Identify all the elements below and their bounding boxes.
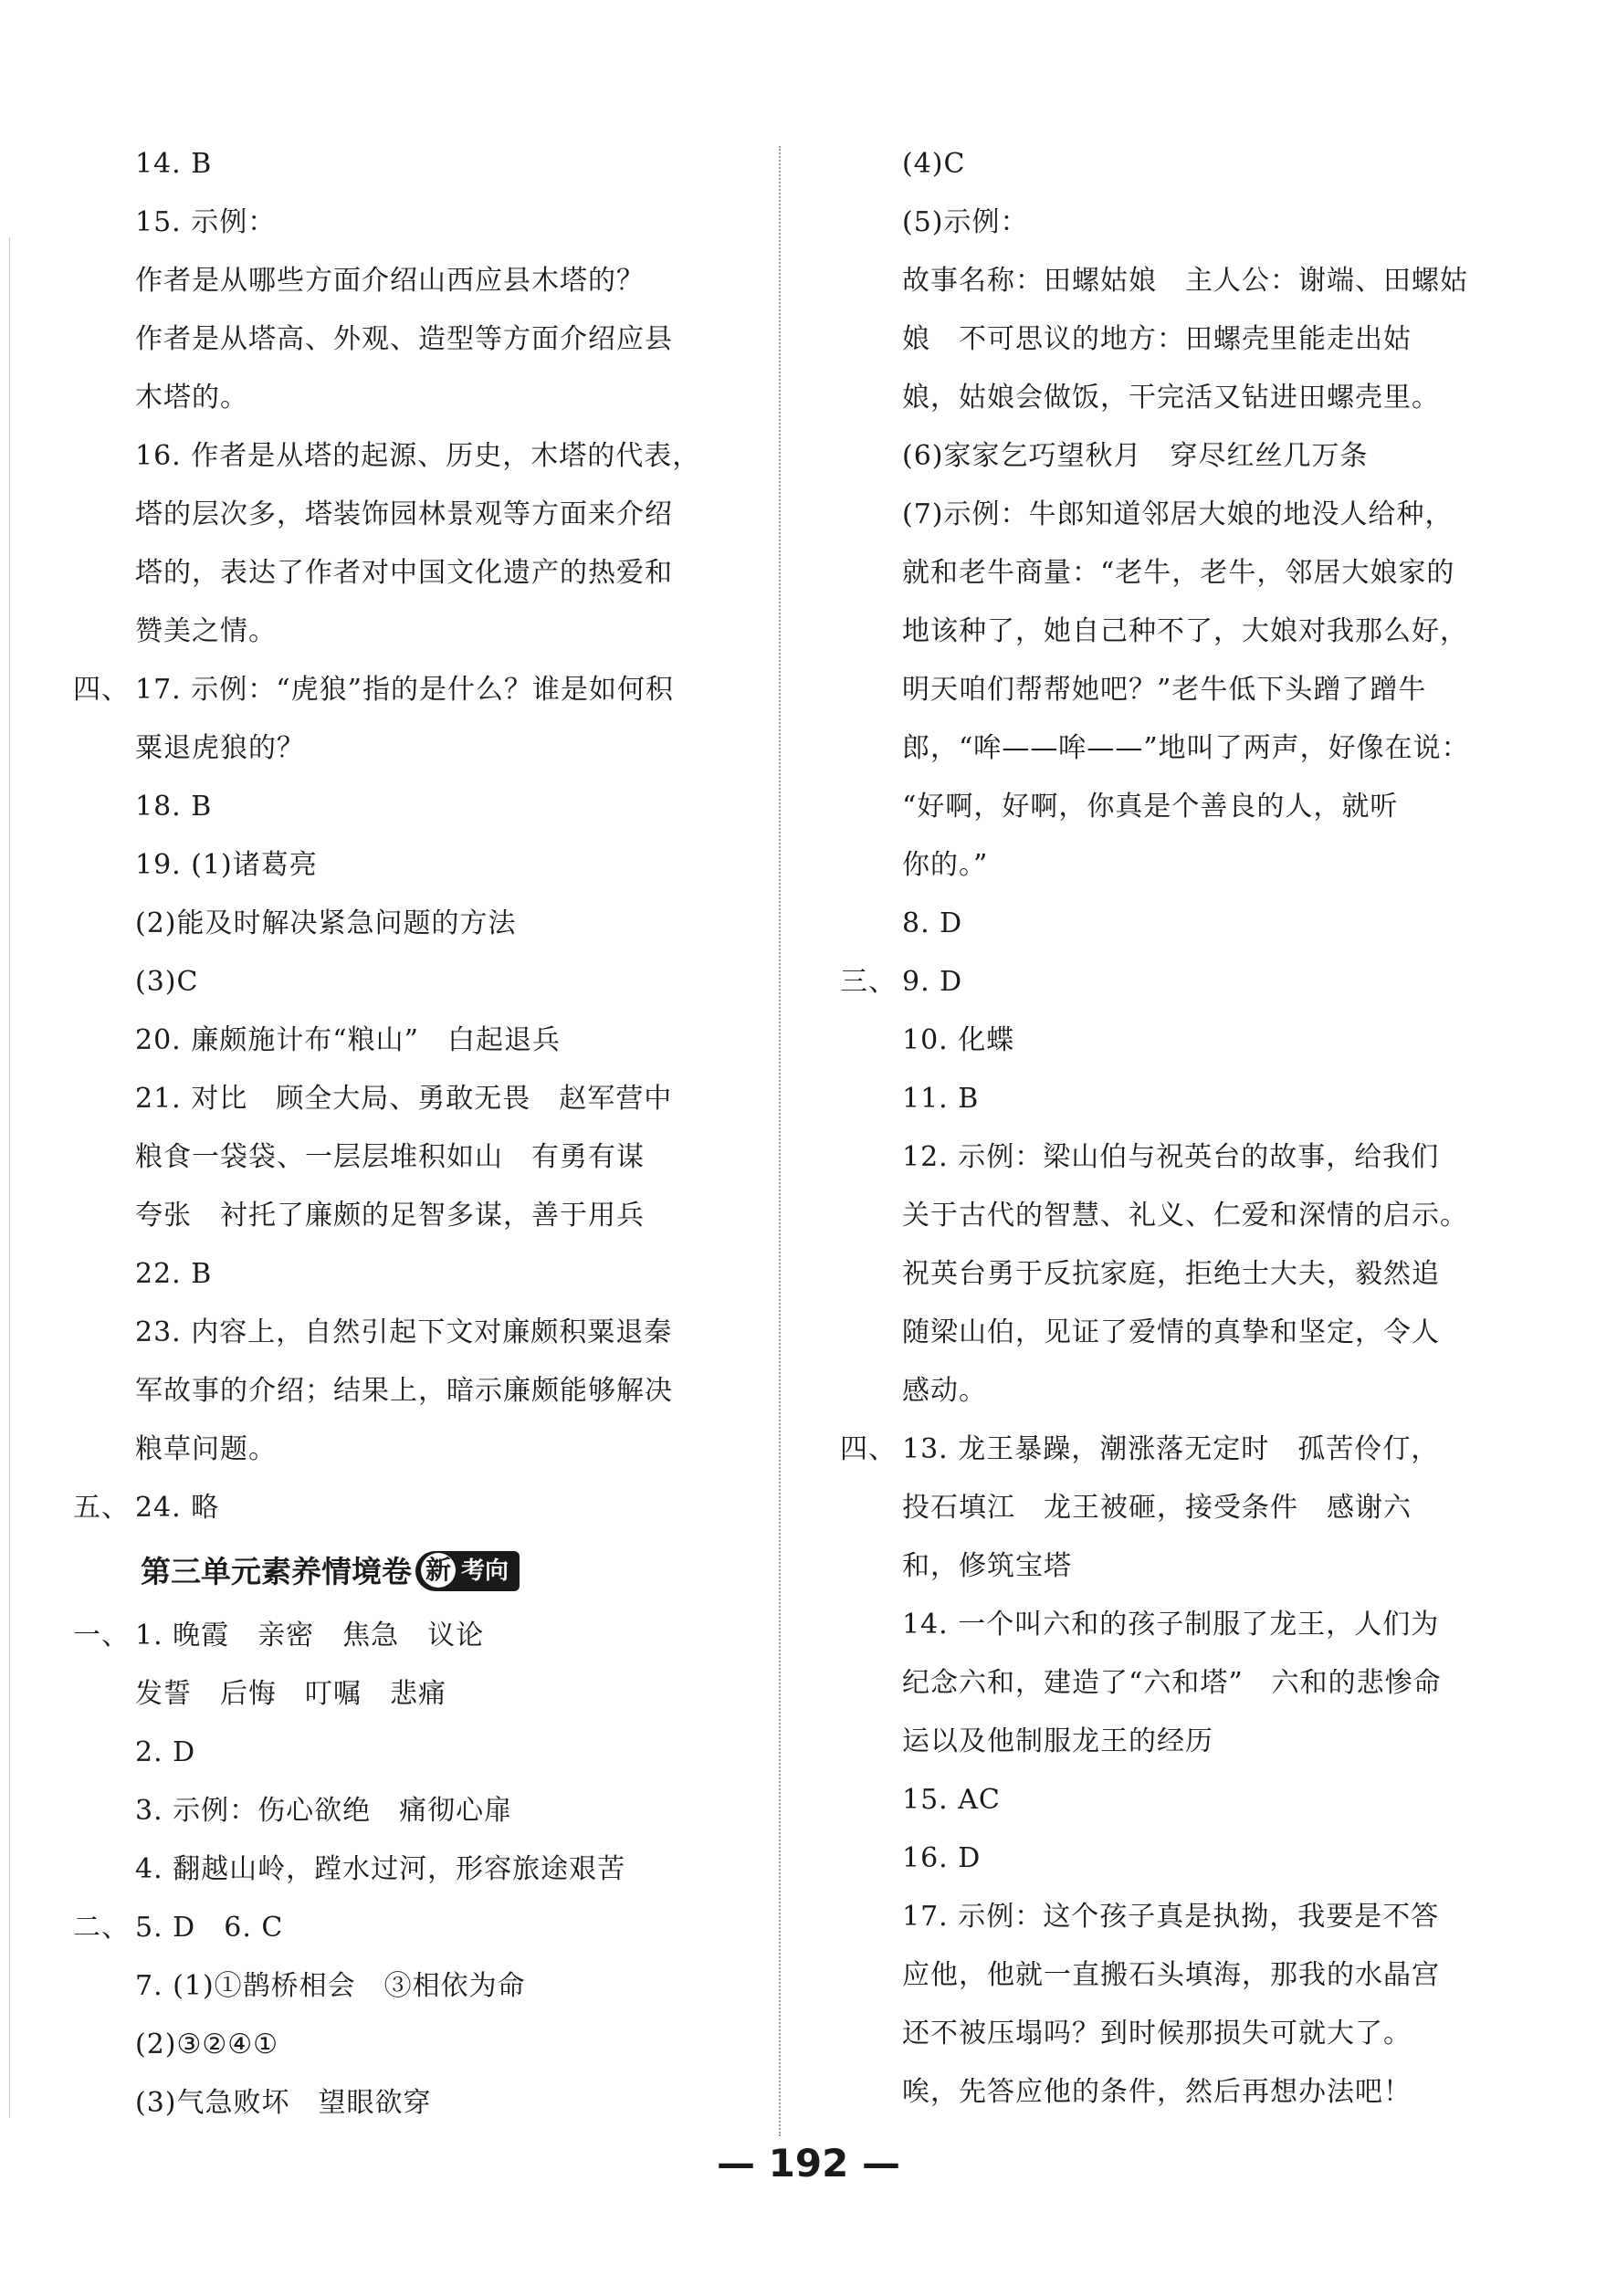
answer-7: 7. (1)①鹊桥相会 ③相依为命	[135, 1970, 526, 2002]
answer-17-right-line3: 还不被压塌吗？到时候那损失可就大了。	[902, 2018, 1412, 2050]
answer-17: 四、 17. 示例：“虎狼”指的是什么？谁是如何积	[73, 661, 730, 719]
answer-24: 五、 24. 略	[73, 1479, 730, 1537]
answer-14-right-line3: 运以及他制服龙王的经历	[902, 1725, 1213, 1757]
answer-10: 10. 化蝶	[902, 1024, 1015, 1056]
answer-12-line3: 祝英台勇于反抗家庭，拒绝士大夫，毅然追	[902, 1258, 1440, 1290]
answer-7-part5-line1: 故事名称：田螺姑娘 主人公：谢端、田螺姑	[902, 265, 1468, 297]
badge-text: 考向	[461, 1557, 509, 1585]
answer-17-line2: 粟退虎狼的？	[135, 732, 305, 764]
answer-7-part7-line6: “好啊，好啊，你真是个善良的人，就听	[902, 791, 1399, 823]
answer-19: 19. (1)诸葛亮	[135, 849, 318, 881]
left-column	[73, 135, 730, 2133]
answer-19-line2: (2)能及时解决紧急问题的方法	[135, 907, 517, 939]
answer-7-line3: (3)气急败坏 望眼欲穿	[135, 2087, 432, 2119]
section-mark-4: 四、	[73, 674, 130, 706]
answer-7-part6: (6)家家乞巧望秋月 穿尽红丝几万条	[902, 440, 1369, 472]
answer-22: 22. B	[135, 1258, 213, 1290]
answer-14-right-line2: 纪念六和，建造了“六和塔” 六和的悲惨命	[902, 1667, 1442, 1699]
page-number: — 192 —	[717, 2141, 900, 2186]
answer-7-part7-line2: 就和老牛商量：“老牛，老牛，邻居大娘家的	[902, 557, 1455, 589]
answer-15: 15. 示例：	[135, 206, 277, 238]
section-mark-3: 三、	[840, 966, 897, 998]
answer-7-part5: (5)示例：	[902, 206, 1029, 238]
answer-23: 23. 内容上，自然引起下文对廉颇积粟退秦	[135, 1316, 673, 1348]
answer-21: 21. 对比 顾全大局、勇敢无畏 赵军营中	[135, 1083, 673, 1115]
unit-title: 第三单元素养情境卷	[141, 1554, 412, 1589]
answer-7-part5-line2: 娘 不可思议的地方：田螺壳里能走出姑	[902, 323, 1412, 355]
section-mark-2: 二、	[73, 1912, 130, 1944]
answer-15-line2: 作者是从塔高、外观、造型等方面介绍应县	[135, 323, 673, 355]
answer-17-right-line4: 唉，先答应他的条件，然后再想办法吧！	[902, 2076, 1412, 2108]
new-direction-badge	[415, 1551, 520, 1591]
answer-7-part7-line4: 明天咱们帮帮她吧？”老牛低下头蹭了蹭牛	[902, 674, 1427, 706]
answer-21-line2: 粮食一袋袋、一层层堆积如山 有勇有谋	[135, 1141, 645, 1173]
answer-12-line5: 感动。	[902, 1375, 987, 1407]
answer-2: 2. D	[135, 1736, 196, 1768]
answer-16-right: 16. D	[902, 1842, 982, 1874]
answer-14-right: 14. 一个叫六和的孩子制服了龙王，人们为	[902, 1609, 1440, 1641]
answer-8: 8. D	[902, 907, 963, 939]
answer-11: 11. B	[902, 1083, 980, 1115]
answer-17-right: 17. 示例：这个孩子真是执拗，我要是不答	[902, 1901, 1440, 1933]
answer-13: 四、 13. 龙王暴躁，潮涨落无定时 孤苦伶仃，	[840, 1421, 1488, 1479]
answer-23-line3: 粮草问题。	[135, 1433, 277, 1465]
answer-13-line3: 和，修筑宝塔	[902, 1550, 1072, 1582]
answer-17-right-line2: 应他，他就一直搬石头填海，那我的水晶宫	[902, 1959, 1440, 1991]
column-divider	[779, 146, 781, 2136]
answer-23-line2: 军故事的介绍；结果上，暗示廉颇能够解决	[135, 1375, 673, 1407]
answer-16-line3: 塔的，表达了作者对中国文化遗产的热爱和	[135, 557, 673, 589]
page-edge-line	[9, 237, 10, 2118]
answer-15-line3: 木塔的。	[135, 382, 248, 414]
answer-7-part7-line5: 郎，“哞——哞——”地叫了两声，好像在说：	[902, 732, 1470, 764]
answer-1: 一、 1. 晚霞 亲密 焦急 议论	[73, 1607, 730, 1665]
answer-19-line3: (3)C	[135, 966, 199, 998]
answer-7-part4: (4)C	[902, 148, 966, 180]
answer-7-line2: (2)③②④①	[135, 2029, 279, 2060]
answer-15-line1: 作者是从哪些方面介绍山西应县木塔的？	[135, 265, 645, 297]
answer-16: 16. 作者是从塔的起源、历史，木塔的代表，	[135, 440, 701, 472]
answer-5-6: 二、 5. D 6. C	[73, 1899, 730, 1957]
answer-7-part7: (7)示例：牛郎知道邻居大娘的地没人给种，	[902, 498, 1454, 530]
answer-21-line3: 夸张 衬托了廉颇的足智多谋，善于用兵	[135, 1200, 645, 1232]
badge-new-char: 新	[421, 1553, 456, 1588]
unit-heading	[73, 1543, 730, 1601]
answer-7-part7-line7: 你的。”	[902, 849, 989, 881]
answer-7-part5-line3: 娘，姑娘会做饭，干完活又钻进田螺壳里。	[902, 382, 1440, 414]
answer-1-line2: 发誓 后悔 叮嘱 悲痛	[135, 1678, 446, 1710]
answer-15-right: 15. AC	[902, 1784, 1001, 1816]
answer-9: 三、 9. D	[840, 953, 1488, 1012]
answer-20: 20. 廉颇施计布“粮山” 白起退兵	[135, 1024, 561, 1056]
answer-14: 14. B	[135, 148, 213, 180]
answer-12-line2: 关于古代的智慧、礼义、仁爱和深情的启示。	[902, 1200, 1468, 1232]
answer-13-line2: 投石填江 龙王被砸，接受条件 感谢六	[902, 1492, 1412, 1524]
answer-18: 18. B	[135, 791, 213, 823]
answer-7-part7-line3: 地该种了，她自己种不了，大娘对我那么好，	[902, 615, 1468, 647]
section-mark-5: 五、	[73, 1492, 130, 1524]
right-column	[840, 135, 1488, 2122]
answer-3: 3. 示例：伤心欲绝 痛彻心扉	[135, 1795, 513, 1827]
answer-16-line4: 赞美之情。	[135, 615, 277, 647]
answer-4: 4. 翻越山岭，蹚水过河，形容旅途艰苦	[135, 1853, 626, 1885]
section-mark-4-right: 四、	[840, 1433, 897, 1465]
section-mark-1: 一、	[73, 1620, 130, 1651]
answer-12: 12. 示例：梁山伯与祝英台的故事，给我们	[902, 1141, 1440, 1173]
answer-12-line4: 随梁山伯，见证了爱情的真挚和坚定，令人	[902, 1316, 1440, 1348]
answer-16-line2: 塔的层次多，塔装饰园林景观等方面来介绍	[135, 498, 673, 530]
